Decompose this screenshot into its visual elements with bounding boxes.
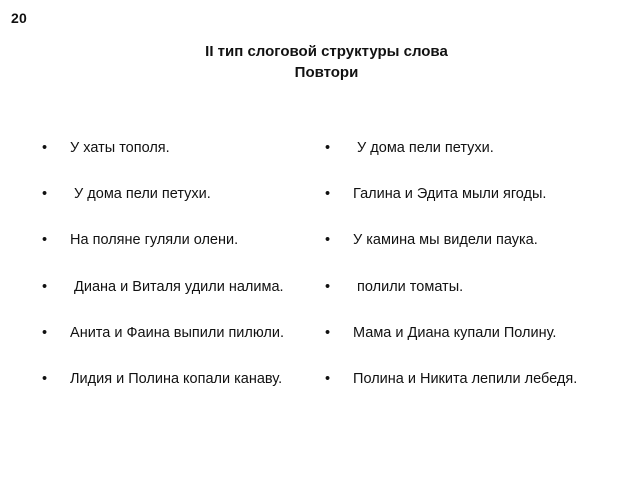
left-sentence-list [42, 137, 317, 414]
list-item [42, 322, 317, 368]
bullet-icon: • [325, 140, 331, 156]
sentence-text: Мама и Диана купали Полину. [349, 324, 557, 341]
sentence-text: У камина мы видели паука. [349, 232, 538, 249]
list-item [42, 137, 317, 183]
bullet-icon: • [325, 370, 331, 387]
bullet-icon: • [42, 186, 48, 203]
bullet-icon: • [42, 370, 48, 387]
list-item [325, 322, 630, 368]
bullet-icon: • [42, 324, 48, 341]
bullet-icon: • [325, 278, 331, 295]
list-item [325, 229, 630, 275]
list-item [325, 183, 630, 229]
sentence-text: Полина и Никита лепили лебедя. [349, 370, 578, 387]
list-item [325, 276, 630, 322]
list-item [325, 368, 630, 414]
list-item [42, 276, 317, 322]
slide-title: II тип слоговой структуры слова [205, 43, 448, 60]
sentence-text: полили томаты. [349, 278, 464, 295]
bullet-icon: • [42, 232, 48, 249]
list-item [42, 368, 317, 414]
bullet-icon: • [325, 186, 331, 203]
bullet-icon: • [325, 232, 331, 249]
right-sentence-list [325, 137, 630, 414]
sentence-text: У хаты тополя. [66, 140, 170, 156]
bullet-icon: • [325, 324, 331, 341]
sentence-text: Анита и Фаина выпили пилюли. [66, 324, 285, 341]
slide-title-block [0, 41, 640, 83]
sentence-text: У дома пели петухи. [349, 140, 494, 156]
slide-subtitle: Повтори [294, 64, 359, 81]
sentence-text: Диана и Виталя удили налима. [66, 278, 284, 295]
sentence-text: Лидия и Полина копали канаву. [66, 370, 283, 387]
list-item [42, 183, 317, 229]
sentence-text: У дома пели петухи. [66, 186, 211, 203]
sentence-text: На поляне гуляли олени. [66, 232, 239, 249]
list-item [325, 137, 630, 183]
sentence-text: Галина и Эдита мыли ягоды. [349, 186, 547, 203]
bullet-icon: • [42, 278, 48, 295]
page-number: 20 [11, 10, 27, 26]
bullet-icon: • [42, 140, 48, 156]
list-item [42, 229, 317, 275]
